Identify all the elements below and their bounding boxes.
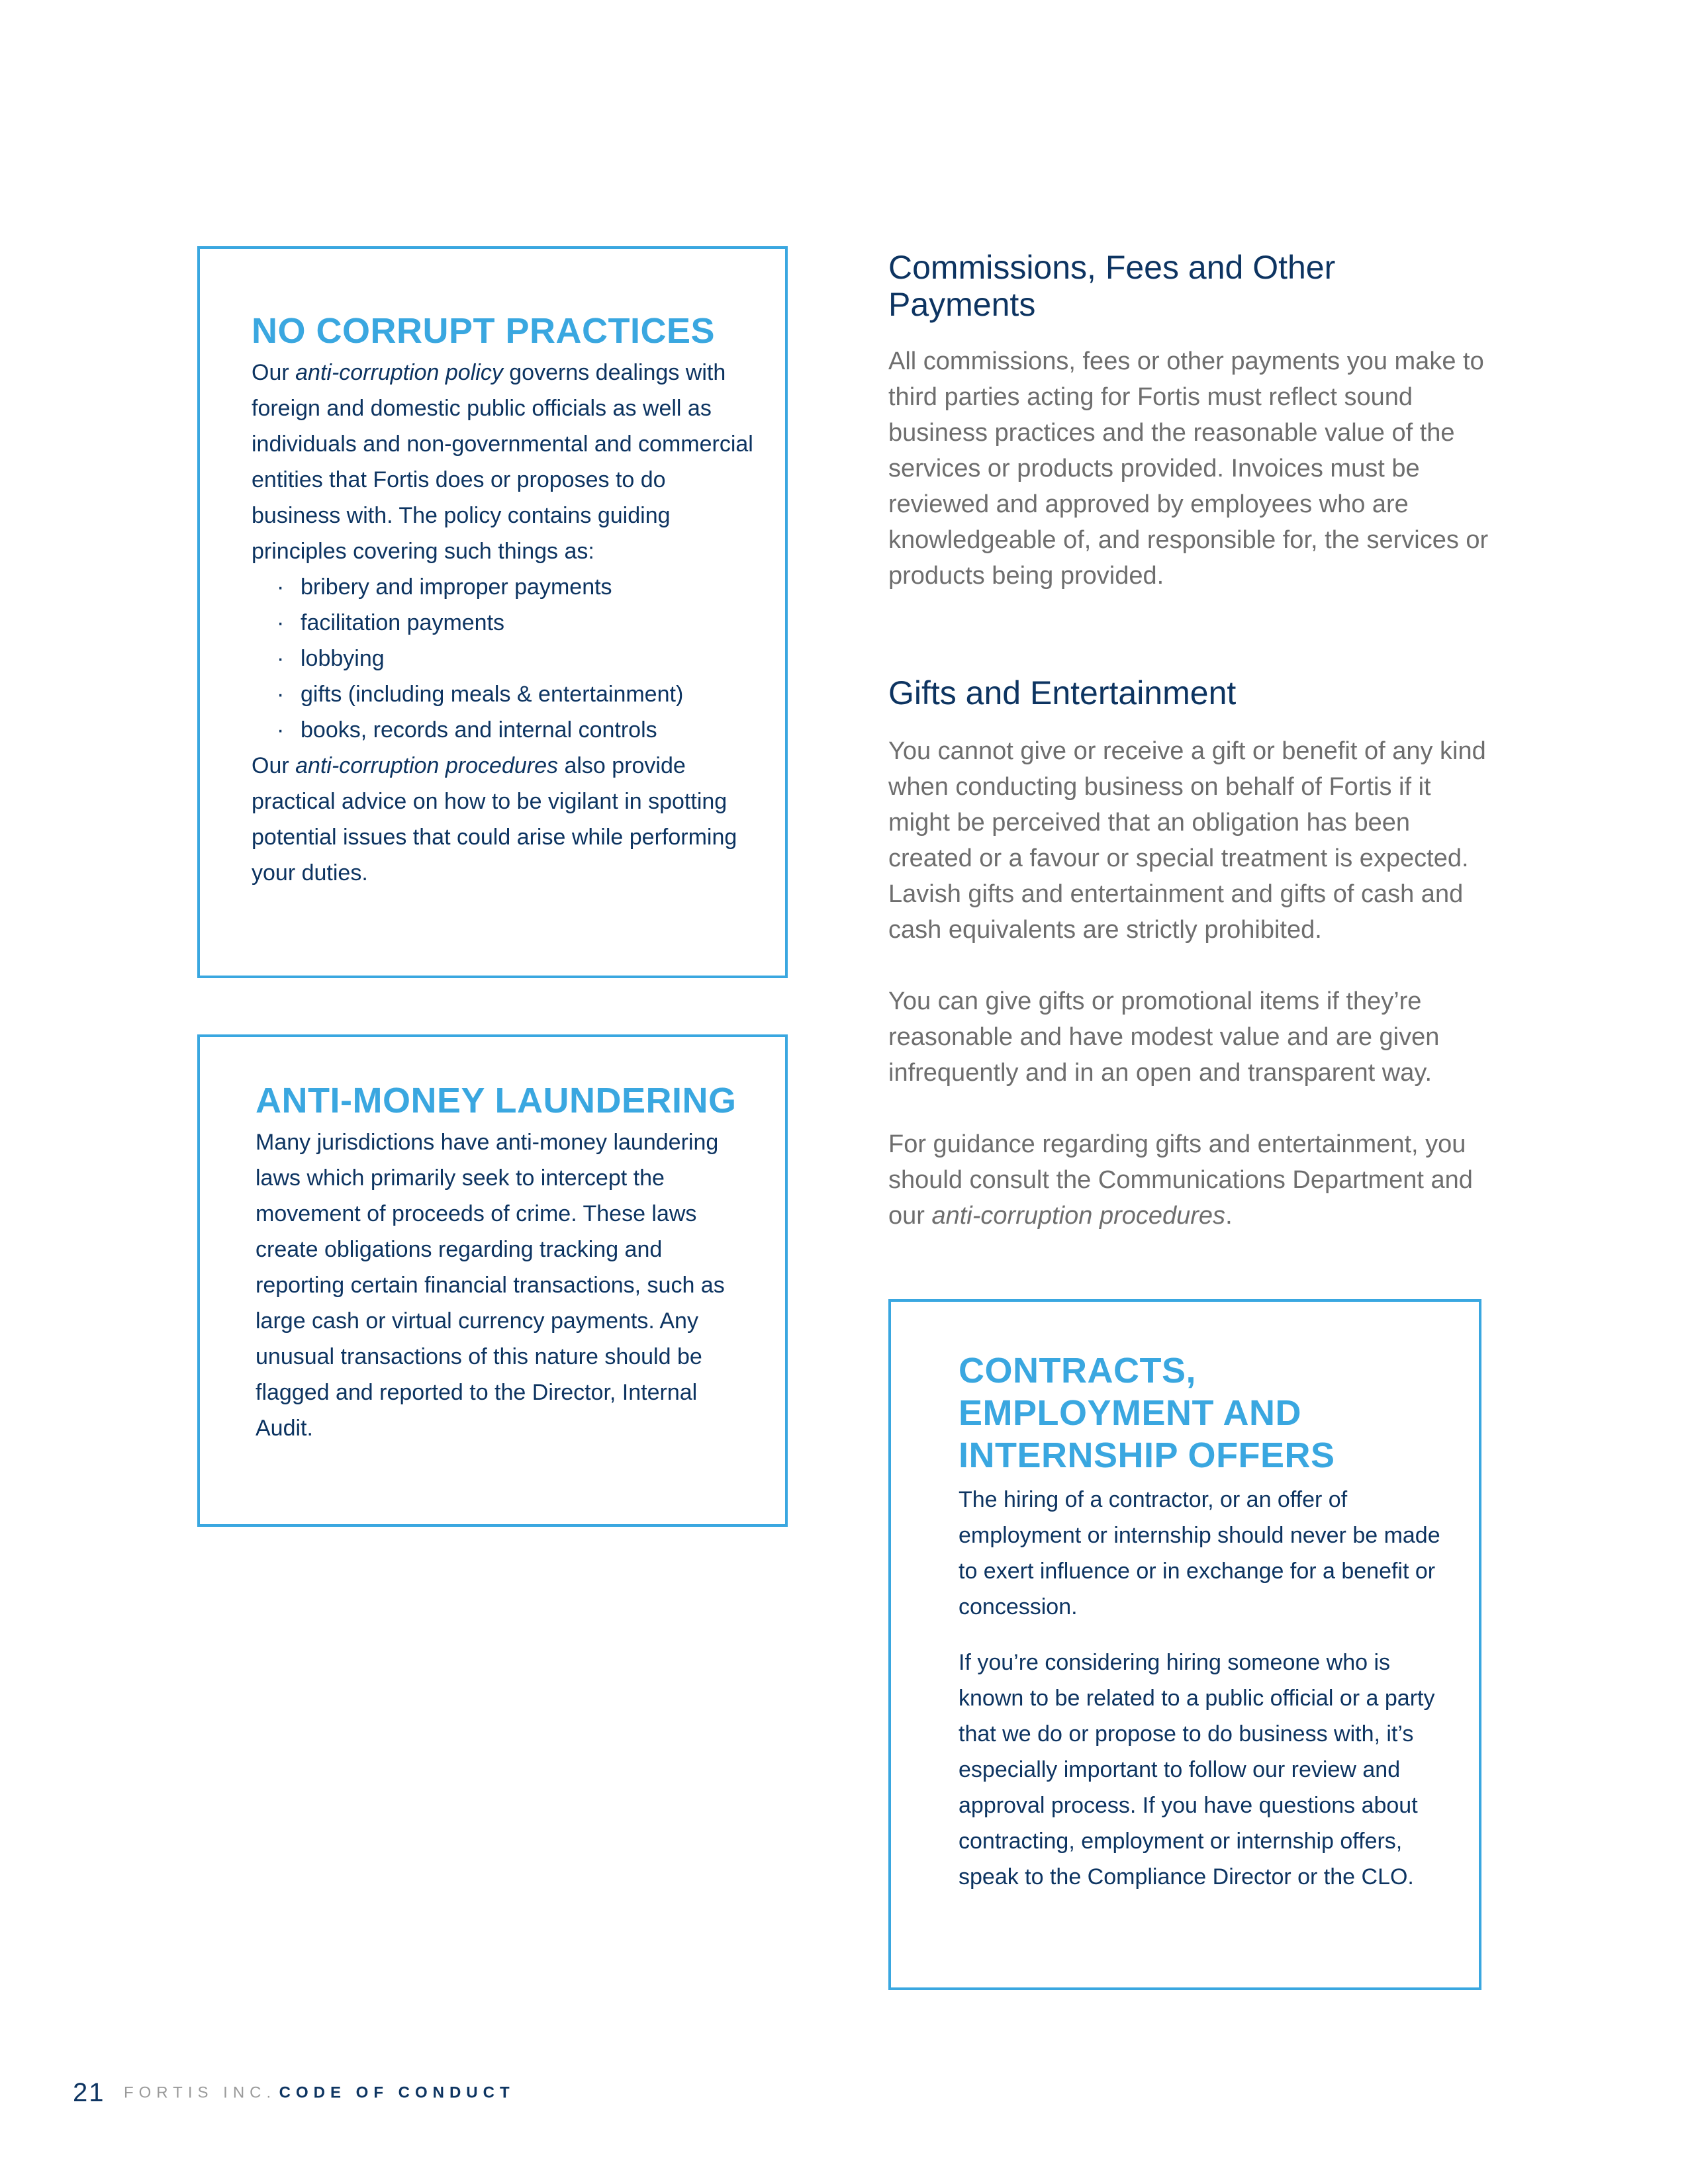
anti-money-laundering-title: ANTI-MONEY LAUNDERING	[256, 1081, 737, 1120]
no-corrupt-practices-box	[197, 246, 788, 978]
intro-paragraph	[252, 355, 755, 569]
anti-corruption-policy-term: anti-corruption policy	[295, 360, 503, 385]
list-item	[252, 641, 755, 676]
principles-list	[252, 569, 755, 748]
gifts-paragraph-3	[888, 1126, 1491, 1234]
list-item-text: gifts (including meals & entertainment)	[301, 682, 684, 707]
footer-company: FORTIS INC.	[123, 2083, 277, 2102]
anti-corruption-procedures-link-text: anti-corruption procedures	[931, 1202, 1226, 1230]
outro-suffix: also provide practical advice on how to be vigilant in spotting potential issues that could arise while performing your duties.	[252, 753, 737, 886]
list-item	[252, 605, 755, 641]
list-item-text: bribery and improper payments	[301, 574, 612, 600]
bullet-icon: ·	[277, 646, 285, 671]
list-item-text: lobbying	[301, 646, 385, 671]
intro-suffix: governs dealings with foreign and domestic public officials as well as individuals and non-governmental and commercial entities that Fortis does or proposes to do business with. The policy contains guiding principles covering such things as:	[252, 360, 753, 564]
commissions-body	[888, 343, 1497, 629]
list-item	[252, 569, 755, 605]
no-corrupt-practices-title: NO CORRUPT PRACTICES	[252, 311, 716, 351]
list-item	[252, 712, 755, 748]
anti-money-laundering-body	[256, 1124, 745, 1446]
bullet-icon: ·	[277, 610, 285, 635]
list-item-text: books, records and internal controls	[301, 717, 657, 743]
contracts-box	[888, 1299, 1481, 1990]
commissions-paragraph: All commissions, fees or other payments you make to third parties acting for Fortis must reflect sound business practices and the reasonable value of the services or products provided. Invoices must be reviewed and approved by employees who are knowledgeable of, and responsible for, the services or products being provided.	[888, 347, 1489, 590]
footer-document-title: CODE OF CONDUCT	[279, 2083, 515, 2102]
intro-prefix: Our	[252, 360, 296, 385]
anti-money-laundering-paragraph: Many jurisdictions have anti-money laundering laws which primarily seek to intercept the movement of proceeds of crime. These laws create obligations regarding tracking and reporting certain financial transactions, such as large cash or virtual currency payments. Any unusual transactions of this nature should be flagged and reported to the Director, Internal Audit.	[256, 1130, 725, 1441]
outro-paragraph	[252, 748, 755, 891]
gifts-paragraph-3-suffix: .	[1225, 1202, 1233, 1230]
paragraph-spacer	[959, 1625, 1442, 1645]
gifts-heading: Gifts and Entertainment	[888, 674, 1237, 711]
commissions-heading: Commissions, Fees and Other Payments	[888, 249, 1336, 323]
gifts-paragraph-2: You can give gifts or promotional items if they’re reasonable and have modest value and are given infrequently and in an open and transparent way.	[888, 987, 1440, 1087]
gifts-paragraph-3-prefix: For guidance regarding gifts and entertainment, you should consult the Communications Department and our	[888, 1130, 1473, 1230]
bullet-icon: ·	[277, 717, 285, 743]
gifts-body	[888, 733, 1491, 1269]
gifts-paragraph-1: You cannot give or receive a gift or benefit of any kind when conducting business on behalf of Fortis if it might be perceived that an obligation has been created or a favour or special treatment is expected. Lavish gifts and entertainment and gifts of cash and cash equivalents are strictly prohibited.	[888, 737, 1486, 944]
anti-money-laundering-box	[197, 1034, 788, 1527]
list-item	[252, 676, 755, 712]
anti-corruption-procedures-term: anti-corruption procedures	[295, 753, 559, 778]
bullet-icon: ·	[277, 682, 285, 707]
contracts-title: CONTRACTS, EMPLOYMENT AND INTERNSHIP OFFERS	[959, 1351, 1335, 1475]
contracts-paragraph-1: The hiring of a contractor, or an offer of employment or internship should never be made to exert influence or in exchange for a benefit or concession.	[959, 1487, 1440, 1619]
page-footer	[73, 2078, 515, 2108]
bullet-icon: ·	[277, 574, 285, 600]
no-corrupt-practices-body	[252, 355, 755, 891]
page-number: 21	[73, 2078, 105, 2107]
contracts-body	[959, 1482, 1442, 1895]
contracts-paragraph-2: If you’re considering hiring someone who is known to be related to a public official or a party that we do or propose to do business with, it’s especially important to follow our review and approval process. If you have questions about contracting, employment or internship offers, speak to the Compliance Director or the CLO.	[959, 1650, 1435, 1889]
list-item-text: facilitation payments	[301, 610, 505, 635]
outro-prefix: Our	[252, 753, 296, 778]
